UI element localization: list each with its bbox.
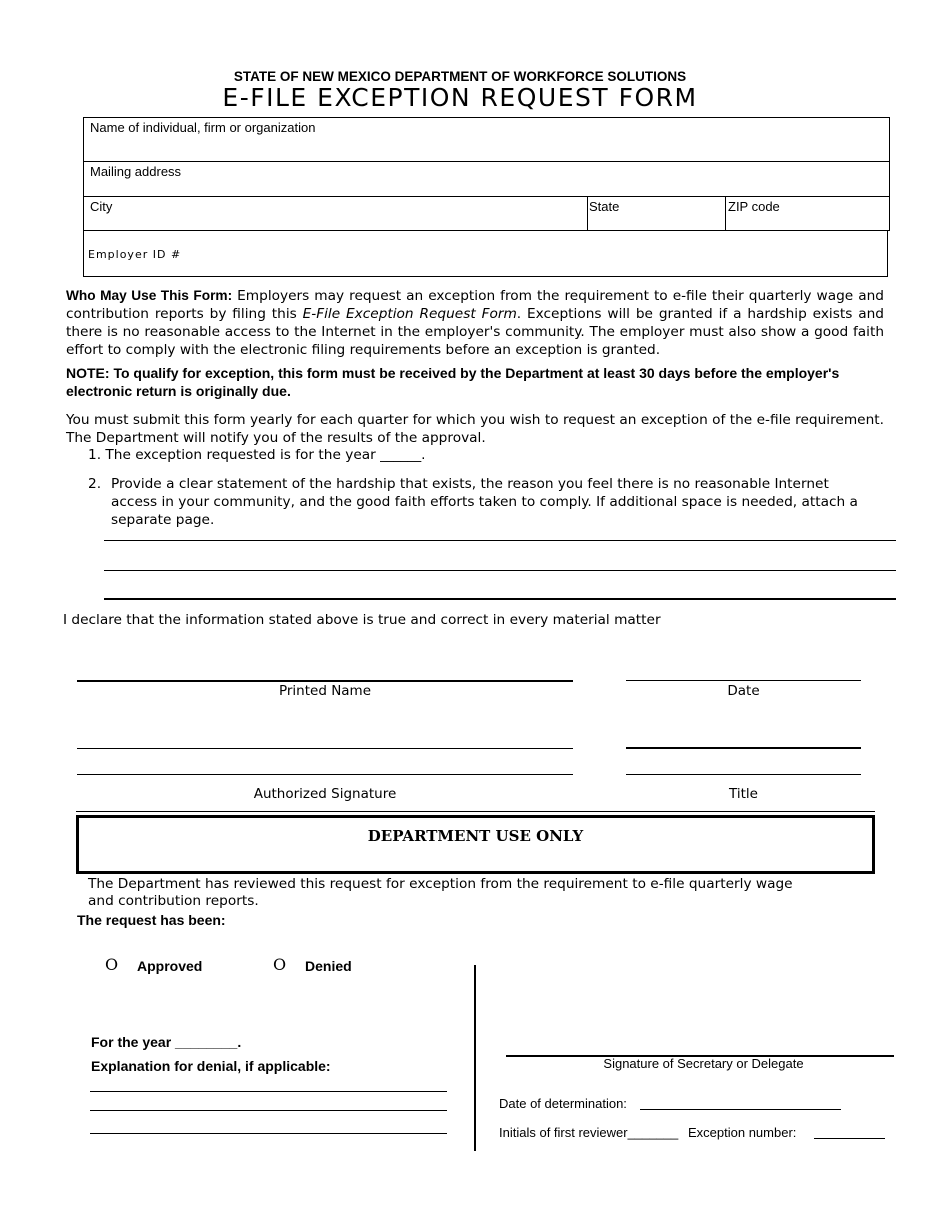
denied-label: Denied (305, 958, 352, 974)
department-use-only-heading: DEPARTMENT USE ONLY (367, 827, 584, 845)
explanation-line-3[interactable] (90, 1133, 447, 1134)
printed-name-caption: Printed Name (278, 683, 372, 699)
form-title: E-FILE EXCEPTION REQUEST FORM (222, 83, 698, 112)
city-label: City (90, 199, 113, 214)
employer-id-label: Employer ID # (88, 248, 182, 261)
name-field-label: Name of individual, firm or organization (90, 120, 316, 135)
employer-id-field[interactable] (83, 230, 888, 277)
note-paragraph: NOTE: To qualify for exception, this form must be received by the Department at least 30 days before the employer's electronic return is originally due. (66, 365, 840, 399)
who-may-use-text-2: . Exceptions will be granted if a hardship exists and there is no reasonable access to the Internet in the employer's community. The employer must also show a good faith effort to comply with the electronic filing requirements before an exception is granted. (66, 306, 884, 358)
mailing-address-field[interactable] (83, 161, 890, 197)
request-has-been-label: The request has been: (77, 912, 226, 928)
state-label: State (589, 199, 620, 214)
exception-number-line[interactable] (814, 1138, 885, 1139)
explanation-line-1[interactable] (90, 1091, 447, 1092)
item-2-text: Provide a clear statement of the hardship that exists, the reason you feel there is no reasonable Internet access in your community, and the good faith efforts taken to comply. If additional space is needed, attach a separate page. (111, 476, 858, 528)
zip-label: ZIP code (728, 199, 780, 214)
signature-line-upper[interactable] (77, 748, 573, 749)
title-line-upper[interactable] (626, 747, 861, 749)
date-line[interactable] (626, 680, 861, 681)
vertical-divider (474, 965, 476, 1151)
printed-name-line[interactable] (77, 680, 573, 682)
explanation-label: Explanation for denial, if applicable: (91, 1058, 331, 1074)
title-line[interactable] (626, 774, 861, 775)
approved-label: Approved (137, 958, 203, 974)
who-may-use-paragraph (66, 287, 884, 359)
mailing-address-label: Mailing address (90, 164, 182, 179)
date-of-determination-line[interactable] (640, 1109, 841, 1110)
denied-radio[interactable]: O (273, 955, 287, 974)
zip-field[interactable] (725, 196, 890, 231)
title-caption: Title (729, 786, 758, 802)
answer-line-1[interactable] (104, 540, 896, 541)
department-use-only-box (76, 815, 875, 874)
date-of-determination-label: Date of determination: (499, 1096, 627, 1111)
explanation-line-2[interactable] (90, 1110, 447, 1111)
approved-radio[interactable]: O (105, 955, 119, 974)
signature-line[interactable] (77, 774, 573, 775)
department-reviewed-text: The Department has reviewed this request for exception from the requirement to e-file quarterly wage and contribution reports. (88, 876, 793, 909)
declaration-text: I declare that the information stated above is true and correct in every material matter (63, 612, 661, 628)
form-name-italic: E-File Exception Request Form (302, 306, 517, 322)
answer-line-2[interactable] (104, 570, 896, 571)
agency-name: STATE OF NEW MEXICO DEPARTMENT OF WORKFORCE SOLUTIONS (233, 69, 687, 84)
item-2-number: 2. (88, 476, 102, 492)
name-field[interactable] (83, 117, 890, 162)
state-field[interactable] (587, 196, 726, 231)
submit-paragraph: You must submit this form yearly for each quarter for which you wish to request an exception of the e-file requirement. The Department will notify you of the results of the approval. (66, 412, 884, 446)
answer-line-3[interactable] (104, 598, 896, 600)
exception-number-label: Exception number: (688, 1125, 797, 1140)
item-1: 1. The exception requested is for the year ______. (88, 447, 426, 463)
secretary-signature-caption: Signature of Secretary or Delegate (603, 1056, 804, 1071)
for-the-year-label: For the year ________. (91, 1034, 242, 1050)
city-field[interactable] (83, 196, 588, 231)
section-divider (76, 811, 875, 812)
authorized-signature-caption: Authorized Signature (253, 786, 397, 802)
initials-reviewer-label: Initials of first reviewer_______ (499, 1125, 679, 1140)
who-may-use-heading: Who May Use This Form: (66, 288, 233, 303)
who-may-use-text-1: Employers may request an exception from the requirement to e-file their quarterly wage and contribution reports by filing this (66, 288, 884, 322)
date-caption: Date (727, 683, 760, 699)
